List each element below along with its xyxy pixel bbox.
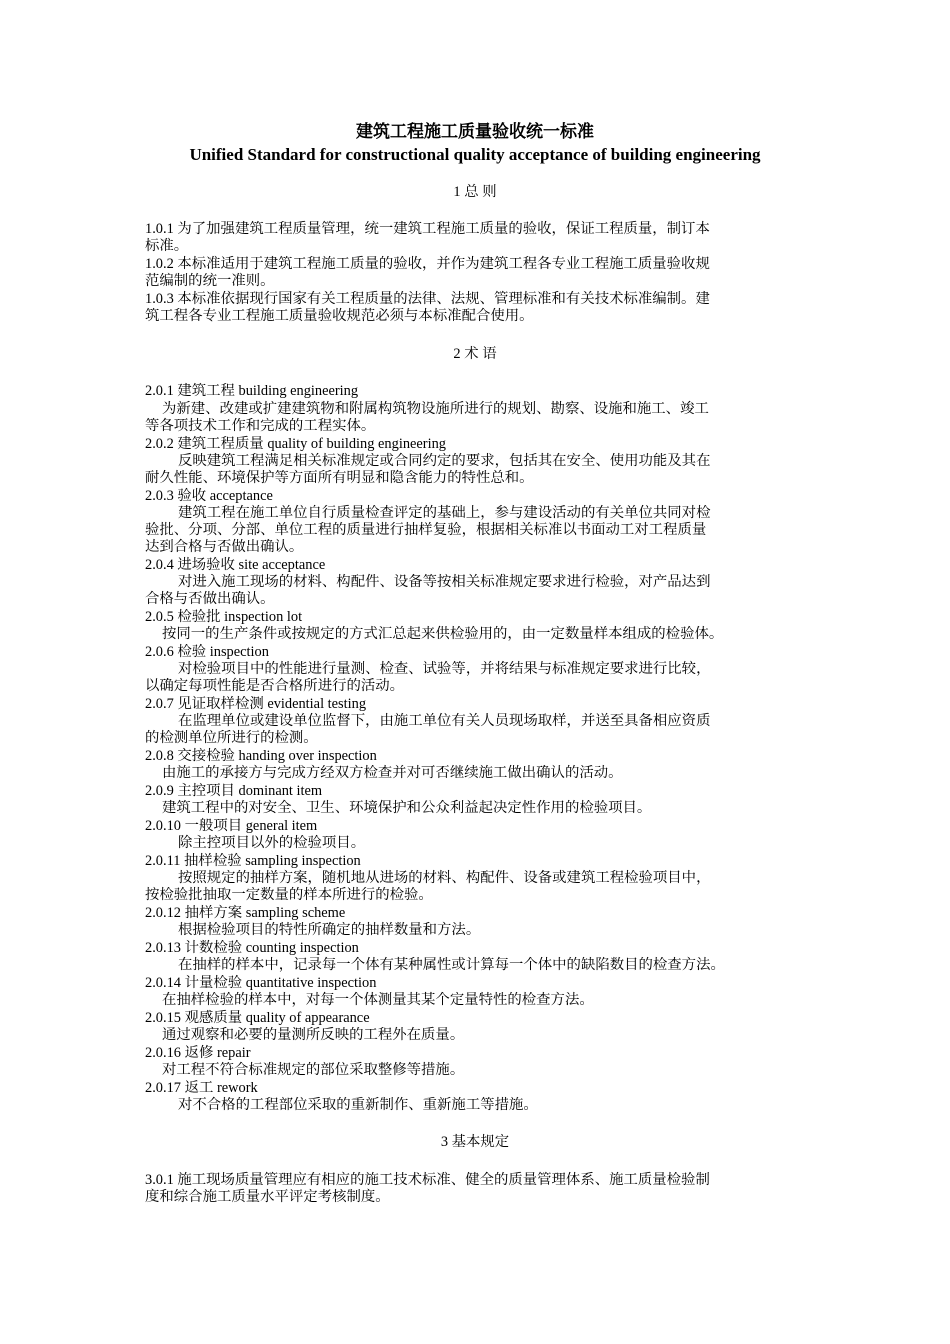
term-definition: 按检验批抽取一定数量的样本所进行的检验。 (145, 887, 433, 903)
term-definition: 由施工的承接方与完成方经双方检查并对可否继续施工做出确认的活动。 (162, 765, 623, 781)
term-definition: 建筑工程在施工单位自行质量检查评定的基础上，参与建设活动的有关单位共同对检 (178, 505, 711, 521)
clause-line: 1.0.3 本标准依据现行国家有关工程质量的法律、法规、管理标准和有关技术标准编制。建 (145, 291, 710, 307)
term-definition: 除主控项目以外的检验项目。 (178, 835, 366, 851)
term-heading: 2.0.4 进场验收 site acceptance (145, 557, 326, 573)
term-definition: 通过观察和必要的量测所反映的工程外在质量。 (162, 1027, 465, 1043)
term-heading: 2.0.8 交接检验 handing over inspection (145, 748, 377, 764)
clause-line: 1.0.2 本标准适用于建筑工程施工质量的验收，并作为建筑工程各专业工程施工质量验收规 (145, 256, 710, 272)
term-heading: 2.0.9 主控项目 dominant item (145, 783, 323, 799)
term-definition: 对不合格的工程部位采取的重新制作、重新施工等措施。 (178, 1097, 538, 1113)
term-definition: 对进入施工现场的材料、构配件、设备等按相关标准规定要求进行检验，对产品达到 (178, 574, 711, 590)
term-heading: 2.0.1 建筑工程 building engineering (145, 383, 359, 399)
term-definition: 达到合格与否做出确认。 (145, 539, 304, 555)
clause-line: 1.0.1 为了加强建筑工程质量管理，统一建筑工程施工质量的验收，保证工程质量，制订本 (145, 221, 710, 237)
term-heading: 2.0.3 验收 acceptance (145, 488, 273, 504)
term-definition: 根据检验项目的特性所确定的抽样数量和方法。 (178, 922, 481, 938)
term-definition: 验批、分项、分部、单位工程的质量进行抽样复验，根据相关标准以书面动工对工程质量 (145, 522, 707, 538)
term-definition: 的检测单位所进行的检测。 (145, 730, 318, 746)
term-heading: 2.0.15 观感质量 quality of appearance (145, 1010, 370, 1026)
document-title-chinese: 建筑工程施工质量验收统一标准 (356, 122, 594, 141)
term-heading: 2.0.7 见证取样检测 evidential testing (145, 696, 367, 712)
term-heading: 2.0.2 建筑工程质量 quality of building engineering (145, 436, 446, 452)
term-definition: 建筑工程中的对安全、卫生、环境保护和公众利益起决定性作用的检验项目。 (162, 800, 652, 816)
term-definition: 为新建、改建或扩建建筑物和附属构筑物设施所进行的规划、勘察、设施和施工、竣工 (162, 401, 709, 417)
section-heading-basic-provisions: 3 基本规定 (440, 1134, 510, 1150)
clause-line: 度和综合施工质量水平评定考核制度。 (145, 1189, 390, 1205)
term-definition: 反映建筑工程满足相关标准规定或合同约定的要求，包括其在安全、使用功能及其在 (178, 453, 711, 469)
term-definition: 在监理单位或建设单位监督下，由施工单位有关人员现场取样，并送至具备相应资质 (178, 713, 711, 729)
term-definition: 在抽样的样本中，记录每一个体有某种属性或计算每一个体中的缺陷数目的检查方法。 (178, 957, 725, 973)
term-heading: 2.0.10 一般项目 general item (145, 818, 318, 834)
term-definition: 在抽样检验的样本中，对每一个体测量其某个定量特性的检查方法。 (162, 992, 594, 1008)
clause-line: 筑工程各专业工程施工质量验收规范必须与本标准配合使用。 (145, 308, 534, 324)
term-heading: 2.0.6 检验 inspection (145, 644, 269, 660)
clause-line: 3.0.1 施工现场质量管理应有相应的施工技术标准、健全的质量管理体系、施工质量检验制 (145, 1172, 710, 1188)
document-title-english: Unified Standard for constructional quality acceptance of building engineering (189, 145, 761, 164)
term-heading: 2.0.16 返修 repair (145, 1045, 251, 1061)
clause-line: 标准。 (145, 238, 189, 254)
clause-line: 范编制的统一准则。 (145, 273, 275, 289)
term-heading: 2.0.12 抽样方案 sampling scheme (145, 905, 346, 921)
term-heading: 2.0.14 计量检验 quantitative inspection (145, 975, 377, 991)
term-definition: 按同一的生产条件或按规定的方式汇总起来供检验用的，由一定数量样本组成的检验体。 (162, 626, 724, 642)
term-heading: 2.0.17 返工 rework (145, 1080, 258, 1096)
term-heading: 2.0.5 检验批 inspection lot (145, 609, 303, 625)
term-definition: 以确定每项性能是否合格所进行的活动。 (145, 678, 405, 694)
term-heading: 2.0.13 计数检验 counting inspection (145, 940, 359, 956)
term-heading: 2.0.11 抽样检验 sampling inspection (145, 853, 361, 869)
section-heading-general: 1 总 则 (453, 184, 497, 200)
term-definition: 合格与否做出确认。 (145, 591, 275, 607)
term-definition: 按照规定的抽样方案，随机地从进场的材料、构配件、设备或建筑工程检验项目中， (178, 870, 711, 886)
term-definition: 等各项技术工作和完成的工程实体。 (145, 418, 376, 434)
term-definition: 对工程不符合标准规定的部位采取整修等措施。 (162, 1062, 465, 1078)
section-heading-terms: 2 术 语 (453, 346, 497, 362)
term-definition: 对检验项目中的性能进行量测、检查、试验等，并将结果与标准规定要求进行比较， (178, 661, 711, 677)
term-definition: 耐久性能、环境保护等方面所有明显和隐含能力的特性总和。 (145, 470, 534, 486)
